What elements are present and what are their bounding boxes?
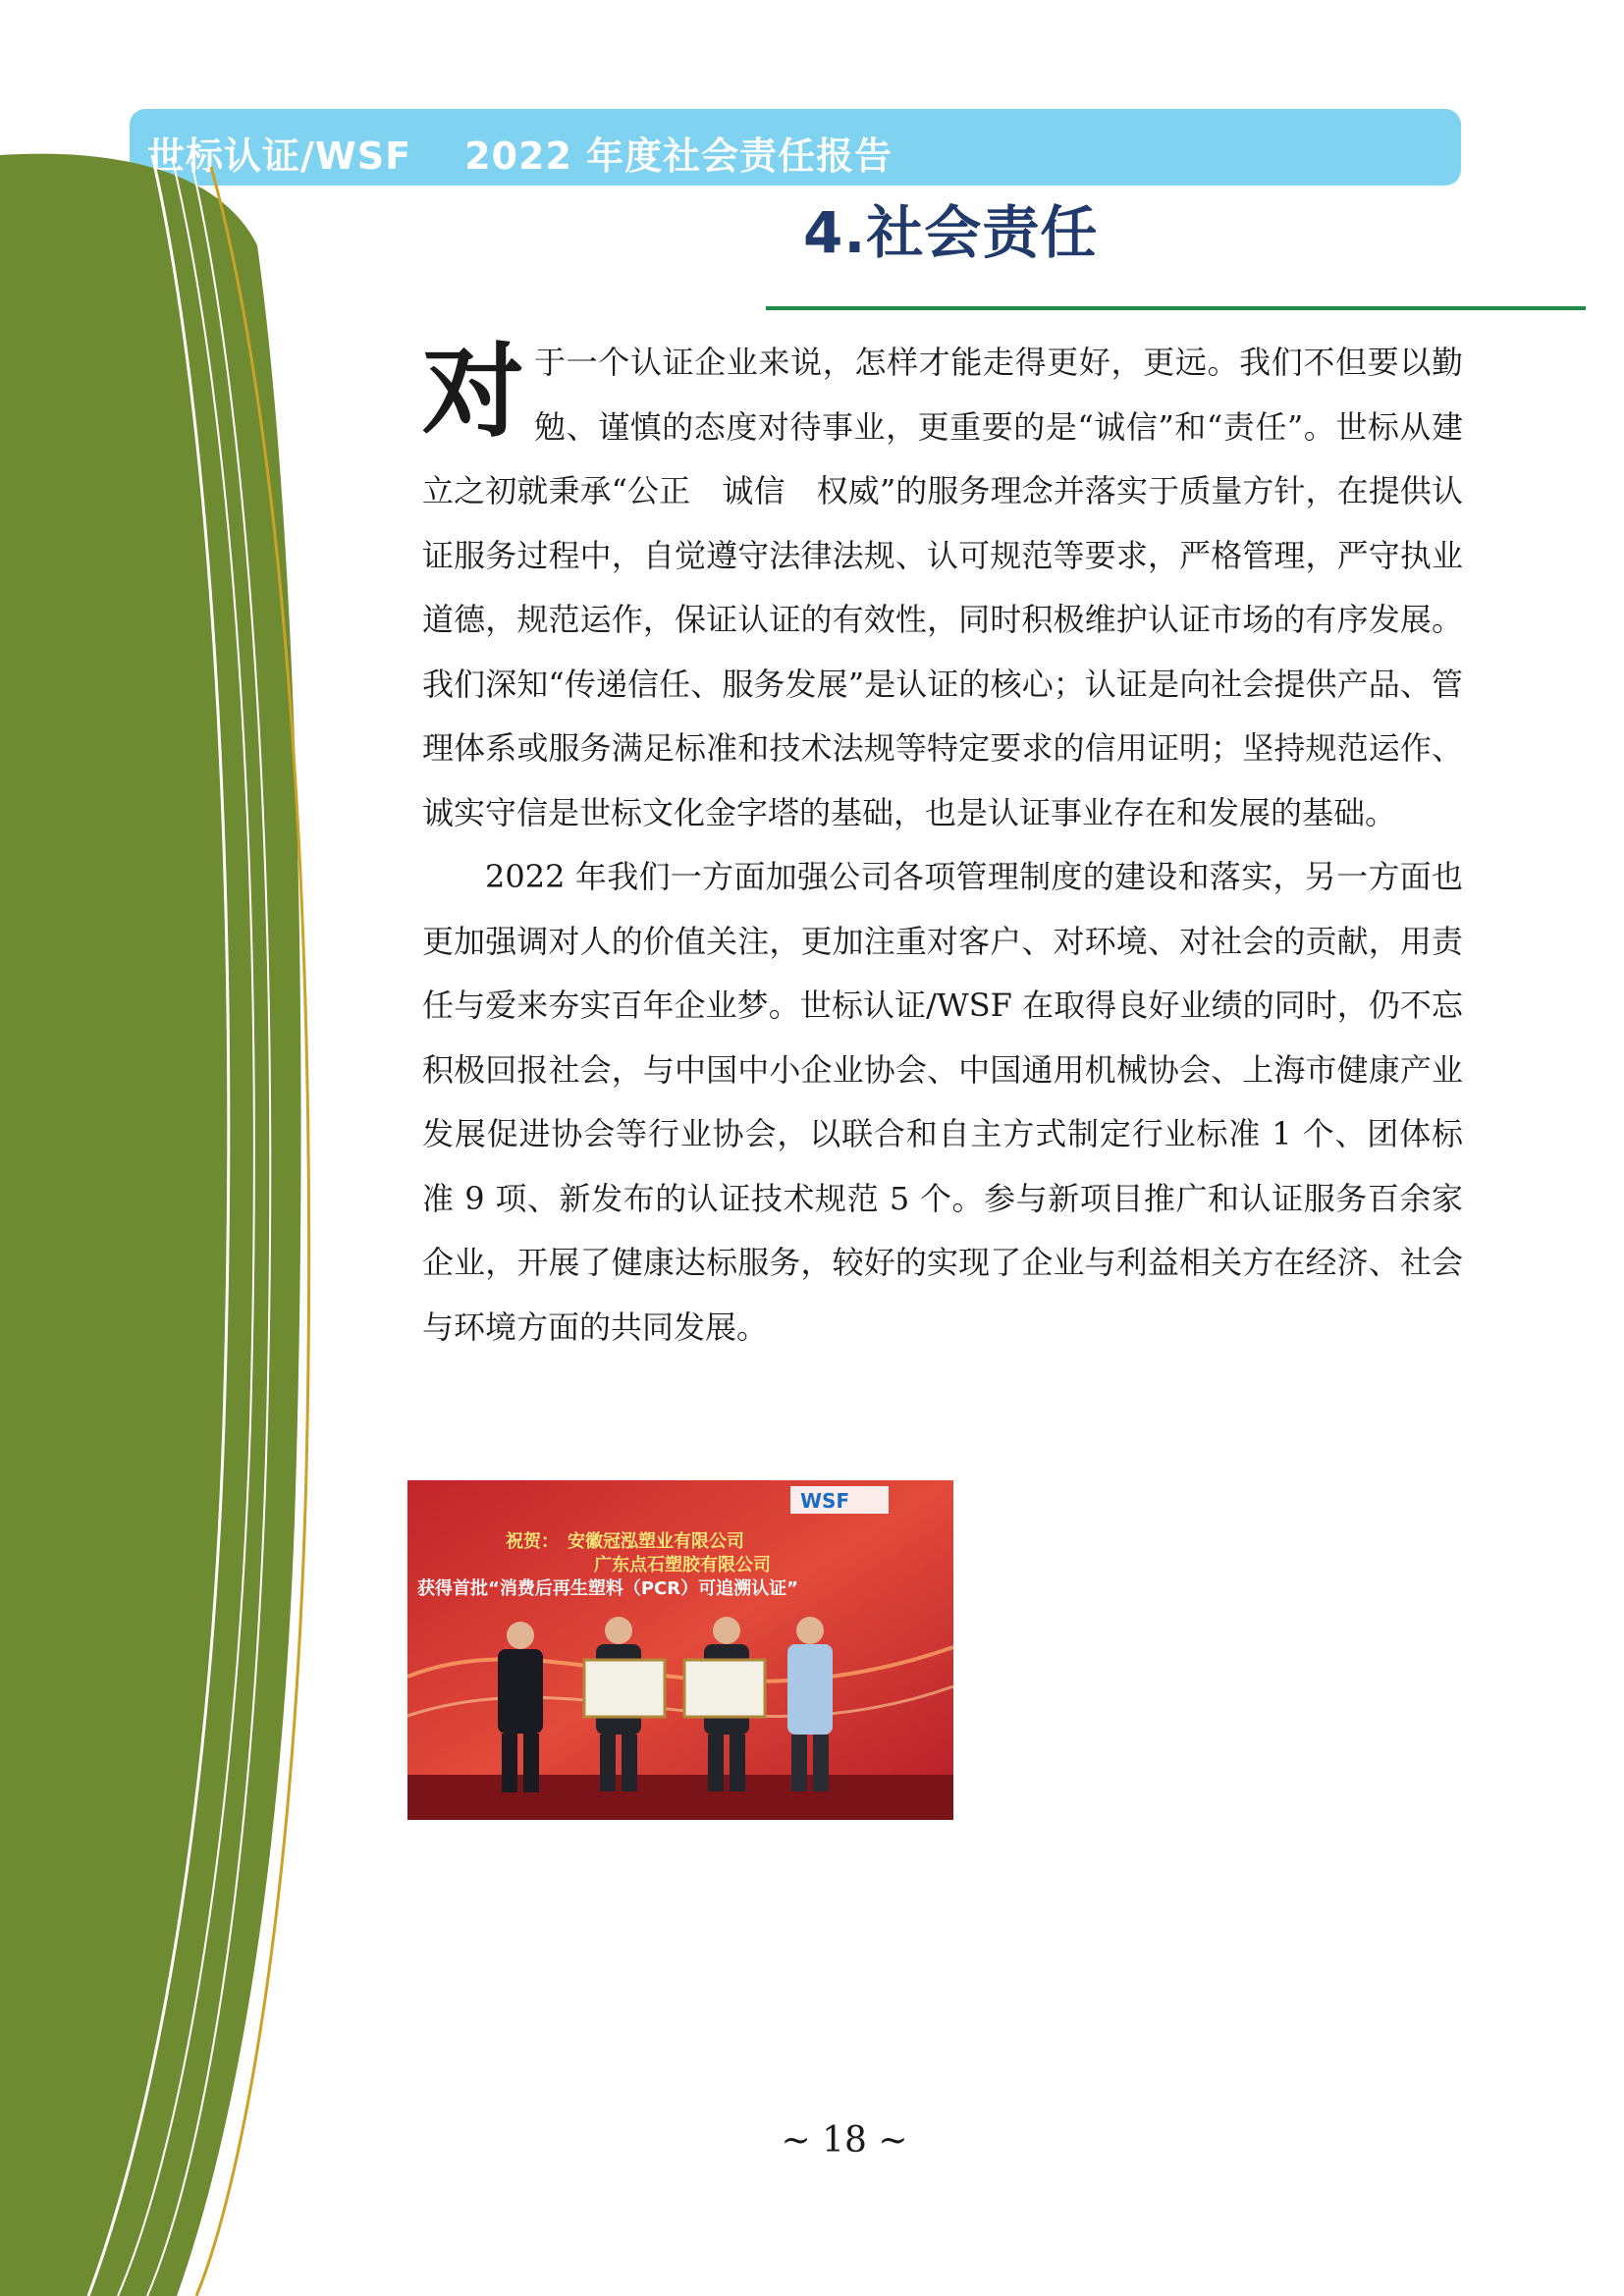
certificate-2 [684,1660,765,1717]
paragraph-1 [422,331,1463,845]
award-photo [407,1480,953,1820]
certificate-1 [584,1660,665,1717]
side-decoration [0,0,334,2296]
green-swoosh [0,154,301,2296]
paragraph-1-text: 于一个认证企业来说，怎样才能走得更好，更远。我们不但要以勤勉、谨慎的态度对待事业，更重要的是“诚信”和“责任”。世标从建立之初就秉承“公正 诚信 权威”的服务理念并落实于质量方针，在提供认证服务过程中，自觉遵守法律法规、认可规范等要求，严格管理，严守执业道德，规范运作，保证认证的有效性，同时积极维护认证市场的有序发展。我们深知“传递信任、服务发展”是认证的核心；认证是向社会提供产品、管理体系或服务满足标准和技术法规等特定要求的信用证明；坚持规范运作、诚实守信是世标文化金字塔的基础，也是认证事业存在和发展的基础。 [422,344,1463,831]
drop-cap: 对 [422,331,525,452]
header-brand: 世标认证/WSF [147,134,412,178]
award-photo-illustration [407,1480,953,1820]
header-report-title: 2022 年度社会责任报告 [464,134,893,178]
stage-floor [407,1775,953,1820]
page-number: ~ 18 ~ [781,2120,908,2161]
title-rule [766,306,1586,310]
photo-banner-line-1: 祝贺： 安徽冠泓塑业有限公司 [506,1531,744,1552]
photo-banner-line-2: 广东点石塑胶有限公司 [594,1555,771,1575]
photo-banner-line-3: 获得首批“消费后再生塑料（PCR）可追溯认证” [417,1578,798,1599]
section-title: 4.社会责任 [803,199,1099,266]
photo-logo: WSF [800,1489,850,1513]
body-text [422,331,1463,1360]
paragraph-2: 2022 年我们一方面加强公司各项管理制度的建设和落实，另一方面也更加强调对人的价值关注，更加注重对客户、对环境、对社会的贡献，用责任与爱来夯实百年企业梦。世标认证/WSF 在取得良好业绩的同时，仍不忘积极回报社会，与中国中小企业协会、中国通用机械协会、上海市健康产业发展促进协会等行业协会，以联合和自主方式制定行业标准 1 个、团体标准 9 项、新发布的认证技术规范 5 个。参与新项目推广和认证服务百余家企业，开展了健康达标服务，较好的实现了企业与利益相关方在经济、社会与环境方面的共同发展。 [422,858,1463,1346]
